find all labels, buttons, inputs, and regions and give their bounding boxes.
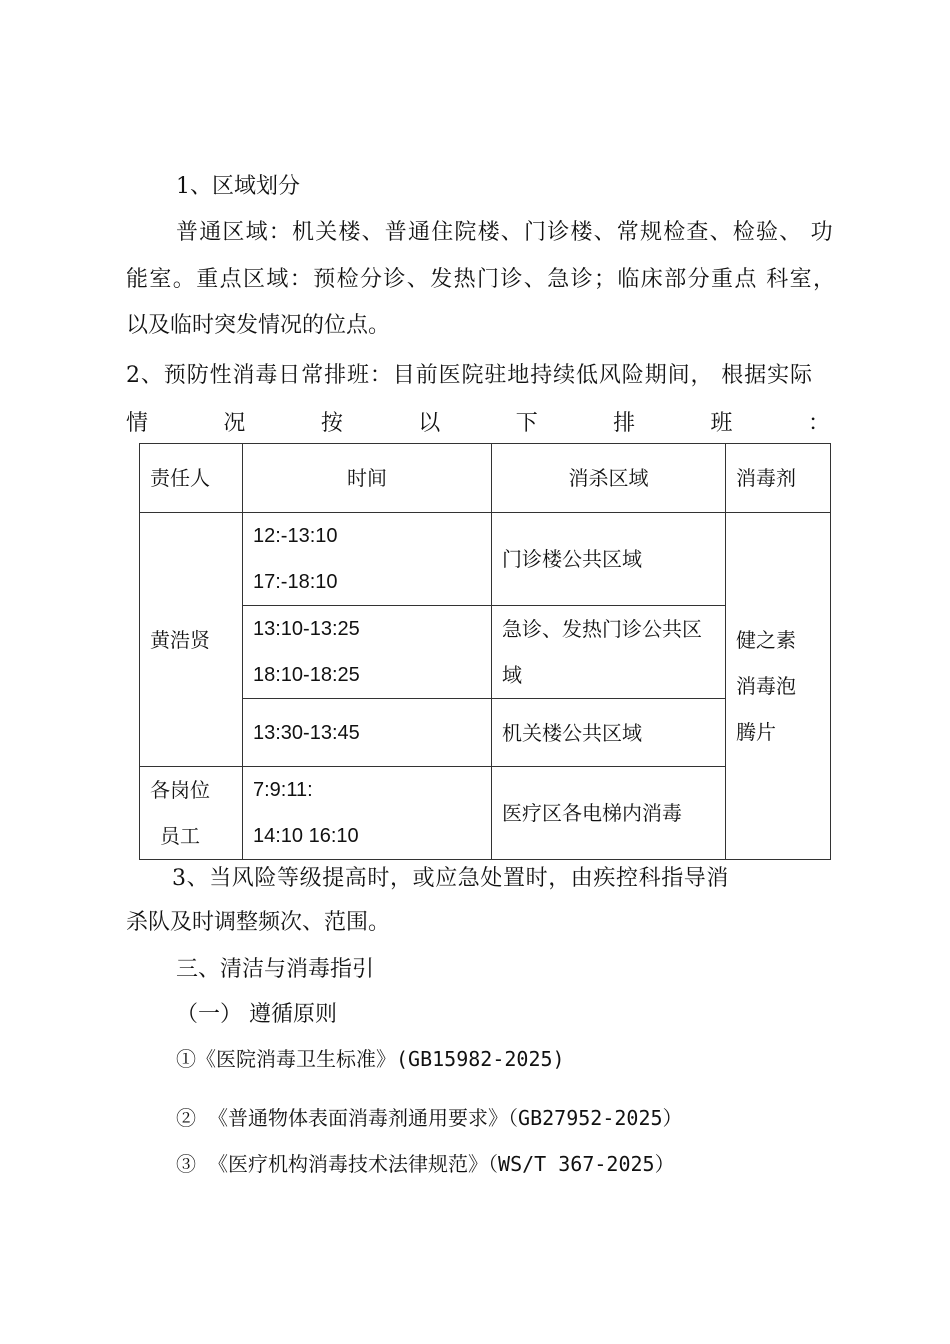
header-area: 消杀区域: [492, 444, 726, 513]
time-line: 12:-13:10: [253, 525, 338, 547]
table-row: [140, 513, 831, 606]
section-1-paragraph-line-3: 以及临时突发情况的位点。: [126, 313, 391, 338]
justified-char: ：: [807, 411, 830, 436]
section-3-paragraph-line-1: 3、当风险等级提高时，或应急处置时，由疾控科指导消: [172, 866, 729, 891]
justified-char: 按: [320, 411, 343, 436]
time-line: 13:10-13:25: [253, 618, 360, 640]
time-line: 14:10 16:10: [253, 825, 359, 847]
time-line: 18:10-18:25: [253, 664, 360, 686]
time-cell: [243, 606, 492, 699]
justified-char: 排: [613, 411, 636, 436]
justified-char: 况: [223, 411, 246, 436]
time-cell: [243, 513, 492, 606]
part-3-subtitle: （一） 遵循原则: [176, 1002, 337, 1027]
staff-line: 各岗位: [150, 778, 210, 802]
disinfectant-line: 消毒泡: [736, 674, 796, 698]
area-line: 域: [502, 663, 522, 687]
staff-line: 员工: [160, 824, 200, 848]
section-1-paragraph-line-1: 普通区域：机关楼、普通住院楼、门诊楼、常规检查、检验、 功: [176, 220, 834, 245]
disinfectant-cell: [726, 513, 831, 860]
justified-char: 班: [710, 411, 733, 436]
section-1-paragraph-line-2: 能室。重点区域：预检分诊、发热门诊、急诊；临床部分重点 科室，: [126, 267, 837, 292]
disinfectant-line: 腾片: [736, 720, 776, 744]
reference-3: ③ 《医疗机构消毒技术法律规范》（WS/T 367-2025）: [176, 1152, 675, 1176]
justified-char: 以: [418, 411, 441, 436]
area-cell: [492, 606, 726, 699]
table-header-row: [140, 444, 831, 513]
justified-char: 下: [515, 411, 538, 436]
reference-1: ①《医院消毒卫生标准》(GB15982-2025): [176, 1047, 565, 1071]
section-3-paragraph-line-2: 杀队及时调整频次、范围。: [126, 910, 391, 935]
header-disinfectant: 消毒剂: [726, 444, 831, 513]
responsible-person-cell: 黄浩贤: [140, 513, 243, 767]
disinfectant-line: 健之素: [736, 628, 796, 652]
area-line: 急诊、发热门诊公共区: [502, 617, 702, 641]
header-responsible: 责任人: [140, 444, 243, 513]
justified-char: 情: [126, 411, 149, 436]
header-time: 时间: [243, 444, 492, 513]
area-cell: 医疗区各电梯内消毒: [492, 767, 726, 860]
section-2-paragraph-line-1: 2、预防性消毒日常排班：目前医院驻地持续低风险期间， 根据实际: [126, 363, 813, 388]
area-cell: 门诊楼公共区域: [492, 513, 726, 606]
section-2-paragraph-line-2: [126, 409, 830, 439]
time-cell: [243, 767, 492, 860]
reference-2: ② 《普通物体表面消毒剂通用要求》（GB27952-2025）: [176, 1106, 683, 1130]
part-3-title: 三、清洁与消毒指引: [176, 957, 375, 982]
section-1-title: 1、区域划分: [176, 174, 300, 199]
time-cell: 13:30-13:45: [243, 699, 492, 767]
disinfection-schedule-table: [139, 443, 831, 860]
time-line: 7:9:11:: [253, 779, 313, 801]
time-line: 17:-18:10: [253, 571, 338, 593]
area-cell: 机关楼公共区域: [492, 699, 726, 767]
responsible-staff-cell: [140, 767, 243, 860]
